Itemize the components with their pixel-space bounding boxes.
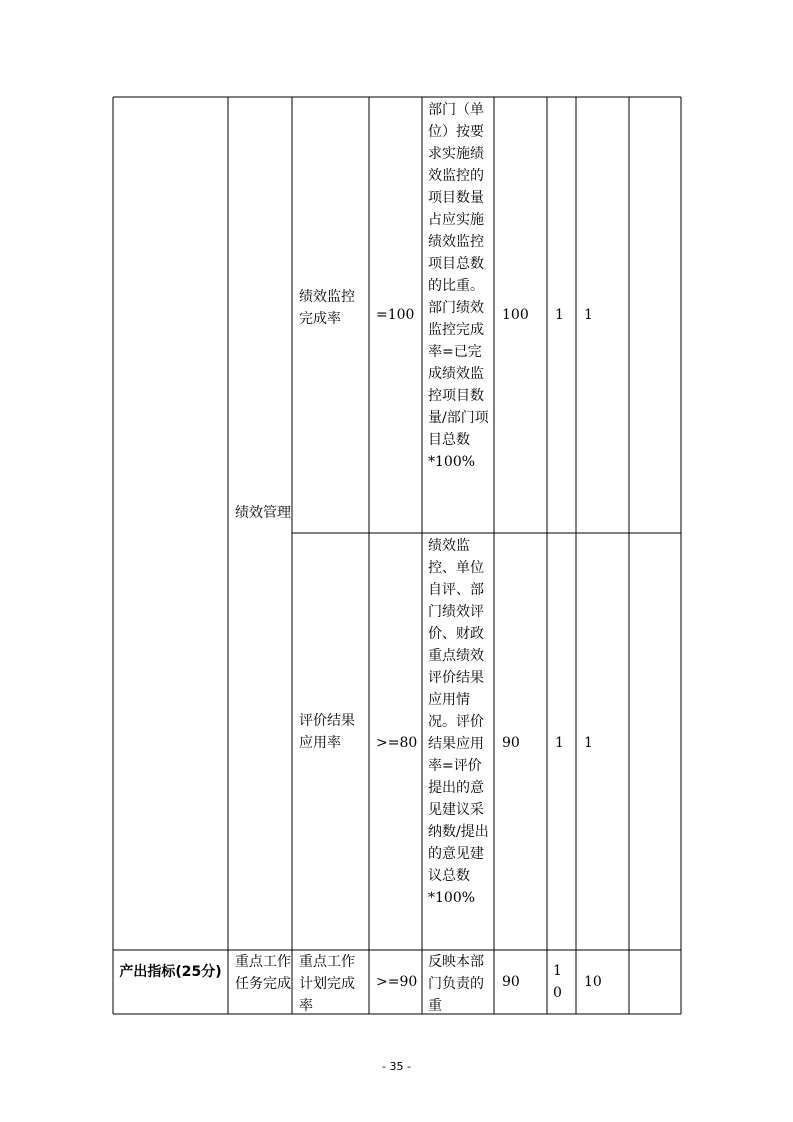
row3-indicator-name: 重点工作计划完成率 [299, 954, 355, 1014]
row2-weight: 1 [555, 735, 564, 751]
row3-description: 反映本部门负责的重 [428, 954, 484, 1014]
row3-score: 10 [584, 974, 602, 990]
row1-value: 100 [502, 307, 529, 323]
indicator-group-performance-management: 绩效管理 [235, 505, 291, 521]
row1-standard: =100 [376, 307, 415, 323]
row3-standard: >=90 [376, 974, 418, 990]
row1-description: 部门（单位）按要求实施绩效监控的项目数量占应实施绩效监控项目总数的比重。部门绩效监控完成率=已完成绩效监控项目数量/部门项目总数*100% [428, 102, 489, 470]
row2-description: 绩效监控、单位自评、部门绩效评价、财政重点绩效评价结果应用情况。评价结果应用率=评价提出的意见建议采纳数/提出的意见建议总数*100% [428, 538, 489, 906]
row1-indicator-name: 绩效监控完成率 [299, 289, 355, 327]
row2-indicator-name: 评价结果应用率 [299, 713, 355, 751]
row3-value: 90 [502, 974, 520, 990]
row3-indicator-group: 重点工作任务完成 [235, 954, 291, 992]
row3-category: 产出指标(25分) [119, 964, 222, 980]
row2-standard: >=80 [376, 735, 418, 751]
row2-score: 1 [584, 735, 593, 751]
page-number: - 35 - [382, 1060, 411, 1073]
row1-weight: 1 [555, 307, 564, 323]
row2-value: 90 [502, 735, 520, 751]
row3-weight: 10 [553, 963, 562, 1001]
row1-score: 1 [584, 307, 593, 323]
